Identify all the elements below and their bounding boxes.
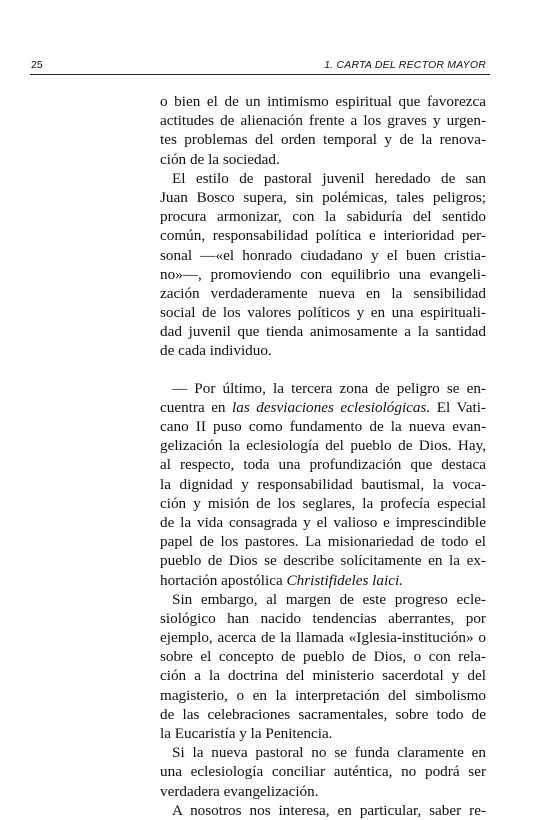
text-line: gelización la eclesiología del pueblo de Dios. Hay, bbox=[160, 437, 486, 455]
text-line: una eclesiología conciliar auténtica, no podrá ser bbox=[160, 763, 486, 781]
text-line: de cada individuo. bbox=[160, 342, 272, 360]
text-line: zación verdaderamente nueva en la sensibilidad bbox=[160, 284, 486, 302]
text-line: siológico han nacido tendencias aberrantes, por bbox=[160, 609, 486, 627]
text-line: El estilo de pastoral juvenil heredado de san bbox=[172, 169, 486, 187]
text-line: ción a la doctrina del ministerio sacerdotal y del bbox=[160, 667, 486, 685]
text-fragment: hortación apostólica bbox=[160, 571, 287, 589]
text-line: ción y misión de los seglares, la profecía especial bbox=[160, 494, 486, 512]
text-line: o bien el de un intimismo espiritual que favorezca bbox=[160, 93, 486, 110]
text-line: Juan Bosco supera, sin polémicas, tales peligros; bbox=[160, 188, 486, 206]
text-line: Si la nueva pastoral no se funda claramente en bbox=[172, 744, 486, 762]
text-line: procura armonizar, con la sabiduría del sentido bbox=[160, 208, 486, 226]
italic-phrase: las desviaciones eclesiológicas. bbox=[232, 398, 431, 416]
text-line: dad juvenil que tienda animosamente a la santidad bbox=[160, 323, 486, 341]
text-line: sobre el concepto de pueblo de Dios, o con rela- bbox=[160, 648, 486, 666]
text-line: no»—, promoviendo con equilibrio una evangeli- bbox=[160, 265, 486, 283]
text-line: pueblo de Dios se describe solícitamente en la ex- bbox=[160, 552, 486, 570]
running-head-title: 1. CARTA DEL RECTOR MAYOR bbox=[324, 59, 486, 71]
page-number: 25 bbox=[31, 59, 43, 71]
text-line: social de los valores políticos y en una espirituali- bbox=[160, 304, 486, 322]
text-line: ción de la sociedad. bbox=[160, 150, 280, 168]
paragraph-gap bbox=[160, 361, 486, 379]
text-line: común, responsabilidad política e interioridad per- bbox=[160, 227, 486, 245]
text-line: Sin embargo, al margen de este progreso ecle- bbox=[172, 590, 486, 608]
text-line: sonal —«el honrado ciudadano y el buen cristia- bbox=[160, 246, 486, 264]
text-line: cano II puso como fundamento de la nueva evan- bbox=[160, 418, 486, 435]
text-line: magisterio, o en la interpretación del simbolismo bbox=[160, 686, 486, 704]
text-fragment: El Vati- bbox=[430, 398, 486, 416]
text-line: ejemplo, acerca de la llamada «Iglesia-institución» o bbox=[160, 629, 486, 647]
text-line: — Por último, la tercera zona de peligro se en- bbox=[172, 379, 486, 397]
text-fragment: cuentra en bbox=[160, 398, 233, 416]
text-line: tes problemas del orden temporal y de la renova- bbox=[160, 131, 486, 149]
text-line: verdadera evangelización. bbox=[160, 782, 319, 800]
text-line: de las celebraciones sacramentales, sobre todo de bbox=[160, 705, 486, 723]
text-line: la dignidad y responsabilidad bautismal, la voca- bbox=[160, 475, 486, 493]
text-line bbox=[160, 398, 486, 417]
body-text bbox=[160, 92, 486, 820]
italic-phrase: Christifideles laici. bbox=[286, 571, 403, 589]
text-line: de la vida consagrada y el valioso e imprescindible bbox=[160, 513, 486, 531]
text-line: papel de los pastores. La misionariedad de todo el bbox=[160, 533, 486, 551]
running-header bbox=[30, 58, 490, 75]
text-line bbox=[160, 571, 486, 590]
text-line: actitudes de alienación frente a los graves y urgen- bbox=[160, 112, 486, 130]
text-line: al respecto, toda una profundización que destaca bbox=[160, 456, 486, 474]
text-line: A nosotros nos interesa, en particular, saber re- bbox=[172, 801, 486, 819]
text-line: la Eucaristía y la Penitencia. bbox=[160, 725, 333, 742]
